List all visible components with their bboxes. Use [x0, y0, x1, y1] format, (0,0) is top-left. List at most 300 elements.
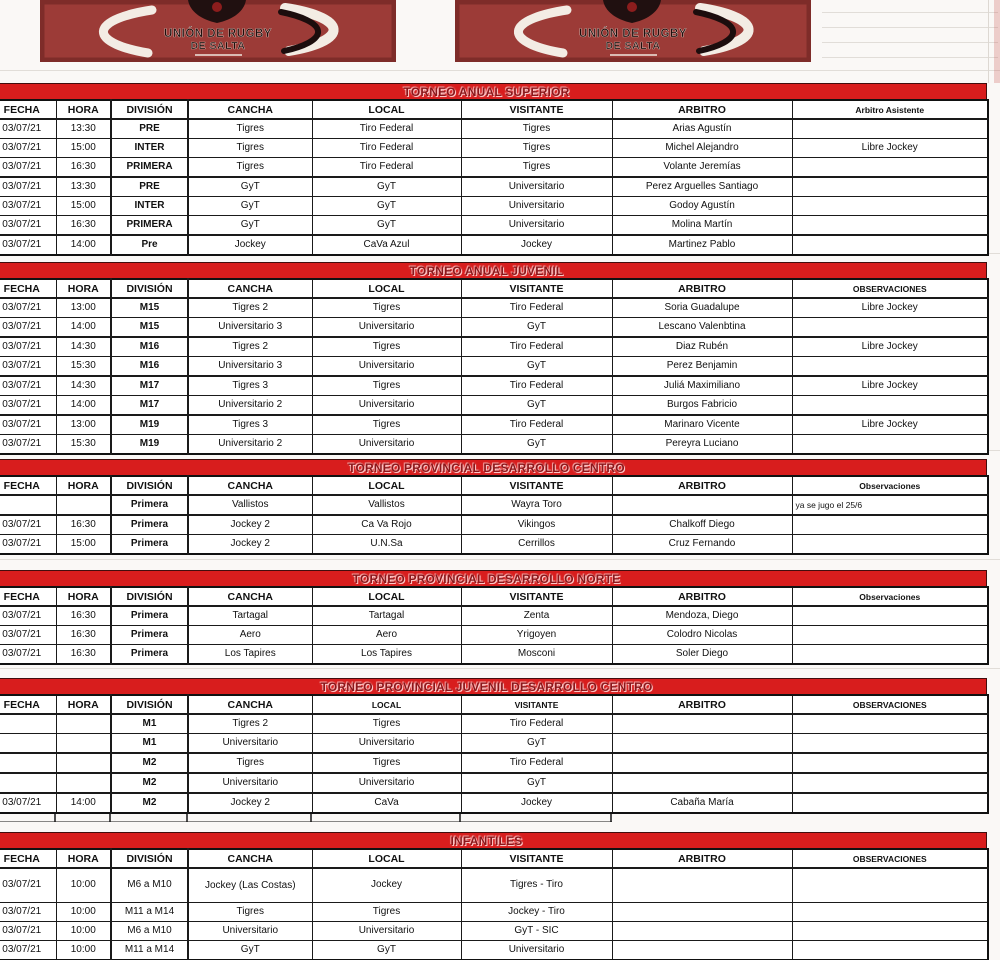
cell-observaciones: Libre Jockey [792, 337, 988, 357]
cell-hora: 15:30 [56, 435, 111, 455]
col-header-arbitro: ARBITRO [612, 587, 792, 606]
cell-cancha: Tartagal [188, 606, 312, 626]
cell-fecha: 03/07/21 [0, 606, 56, 626]
cell-fecha: 03/07/21 [0, 415, 56, 435]
cell-observaciones: Libre Jockey [792, 415, 988, 435]
cell-division: M2 [111, 773, 188, 793]
match-row [0, 139, 988, 158]
cell-division: M15 [111, 298, 188, 318]
match-row [0, 197, 988, 216]
col-header-local: LOCAL [312, 279, 461, 298]
cell-fecha: 03/07/21 [0, 216, 56, 236]
cell-visitante: GyT [461, 357, 612, 377]
cell-cancha: Jockey [188, 235, 312, 255]
col-header-visitante: VISITANTE [461, 100, 612, 119]
cell-hora: 10:00 [56, 868, 111, 902]
cell-visitante: Jockey - Tiro [461, 902, 612, 921]
empty-row-border [310, 813, 312, 822]
cell-hora: 15:00 [56, 535, 111, 555]
cell-local: Universitario [312, 396, 461, 416]
cell-arbitro [612, 868, 792, 902]
cell-fecha [0, 753, 56, 773]
cell-division: PRE [111, 177, 188, 197]
cell-observaciones [792, 940, 988, 960]
cell-observaciones [792, 435, 988, 455]
cell-observaciones [792, 753, 988, 773]
empty-row-border [459, 813, 461, 822]
col-header-visitante: VISITANTE [461, 849, 612, 868]
cell-hora: 13:30 [56, 177, 111, 197]
col-header-observaciones: Observaciones [792, 476, 988, 495]
cell-cancha: Vallistos [188, 495, 312, 515]
cell-cancha: Tigres 2 [188, 337, 312, 357]
col-header-arbitro: ARBITRO [612, 279, 792, 298]
urs-logo [455, 0, 811, 62]
cell-local: Tigres [312, 337, 461, 357]
cell-cancha: Jockey 2 [188, 535, 312, 555]
cell-observaciones [792, 318, 988, 338]
cell-cancha: Universitario [188, 734, 312, 754]
cell-hora [56, 495, 111, 515]
cell-visitante: GyT [461, 318, 612, 338]
cell-local: Tigres [312, 714, 461, 734]
cell-hora: 16:30 [56, 626, 111, 645]
cell-fecha: 03/07/21 [0, 626, 56, 645]
cell-local: Tigres [312, 298, 461, 318]
match-row [0, 714, 988, 734]
gridline [988, 0, 989, 83]
cell-fecha: 03/07/21 [0, 235, 56, 255]
cell-arbitro [612, 940, 792, 960]
col-header-hora: HORA [56, 695, 111, 714]
col-header-local: LOCAL [312, 476, 461, 495]
cell-hora: 10:00 [56, 902, 111, 921]
cell-local: Jockey [312, 868, 461, 902]
cell-fecha [0, 714, 56, 734]
cell-visitante: Cerrillos [461, 535, 612, 555]
col-header-fecha: FECHA [0, 587, 56, 606]
cell-visitante: Tiro Federal [461, 714, 612, 734]
cell-hora: 16:30 [56, 606, 111, 626]
match-row [0, 396, 988, 416]
cell-fecha: 03/07/21 [0, 396, 56, 416]
tournament-table [0, 570, 987, 665]
col-header-local: LOCAL [312, 849, 461, 868]
cell-arbitro: Marinaro Vicente [612, 415, 792, 435]
cell-hora: 13:00 [56, 298, 111, 318]
cell-visitante: GyT [461, 734, 612, 754]
cell-hora: 14:00 [56, 793, 111, 813]
cell-arbitro: Diaz Rubén [612, 337, 792, 357]
cell-fecha: 03/07/21 [0, 515, 56, 535]
cell-arbitro [612, 714, 792, 734]
cell-cancha: GyT [188, 940, 312, 960]
cell-division: M6 a M10 [111, 868, 188, 902]
cell-cancha: GyT [188, 197, 312, 216]
cell-local: Universitario [312, 773, 461, 793]
col-header-hora: HORA [56, 100, 111, 119]
cell-observaciones [792, 645, 988, 665]
cell-observaciones [792, 357, 988, 377]
col-header-cancha: CANCHA [188, 587, 312, 606]
cell-fecha: 03/07/21 [0, 940, 56, 960]
cell-local: Tigres [312, 376, 461, 396]
cell-visitante: Jockey [461, 793, 612, 813]
match-row [0, 645, 988, 665]
cell-cancha: GyT [188, 177, 312, 197]
logo-text-line2: DE SALTA [605, 40, 661, 52]
cell-observaciones [792, 158, 988, 178]
cell-visitante: Tigres [461, 119, 612, 139]
logo-text-line1: UNIÓN DE RUGBY [164, 28, 272, 40]
cell-cancha: Universitario 3 [188, 357, 312, 377]
cell-arbitro: Molina Martín [612, 216, 792, 236]
col-header-observaciones: OBSERVACIONES [792, 695, 988, 714]
cell-local: Universitario [312, 318, 461, 338]
match-row [0, 734, 988, 754]
cell-cancha: Universitario [188, 773, 312, 793]
cell-division: M11 a M14 [111, 940, 188, 960]
cell-fecha: 03/07/21 [0, 298, 56, 318]
cell-visitante: Yrigoyen [461, 626, 612, 645]
empty-row-border [186, 813, 188, 822]
col-header-hora: HORA [56, 587, 111, 606]
cell-observaciones: Libre Jockey [792, 298, 988, 318]
match-row [0, 515, 988, 535]
logo-text-line2: DE SALTA [190, 40, 246, 52]
cell-local: Tiro Federal [312, 158, 461, 178]
cell-observaciones [792, 773, 988, 793]
cell-arbitro [612, 773, 792, 793]
cell-cancha: Tigres 3 [188, 415, 312, 435]
cell-visitante: Tiro Federal [461, 415, 612, 435]
match-row [0, 119, 988, 139]
cell-hora: 13:30 [56, 119, 111, 139]
cell-division: M15 [111, 318, 188, 338]
col-header-cancha: CANCHA [188, 279, 312, 298]
cell-cancha: Jockey 2 [188, 793, 312, 813]
cell-local: Vallistos [312, 495, 461, 515]
match-row [0, 435, 988, 455]
cell-fecha [0, 734, 56, 754]
col-header-visitante: VISITANTE [461, 476, 612, 495]
match-row [0, 606, 988, 626]
match-row [0, 753, 988, 773]
cell-arbitro: Cruz Fernando [612, 535, 792, 555]
cell-observaciones [792, 396, 988, 416]
cell-local: U.N.Sa [312, 535, 461, 555]
cell-arbitro [612, 734, 792, 754]
cell-arbitro: Arias Agustín [612, 119, 792, 139]
cell-cancha: Tigres 3 [188, 376, 312, 396]
empty-row-border [610, 813, 612, 822]
cell-visitante: Tiro Federal [461, 376, 612, 396]
tournament-title: TORNEO PROVINCIAL JUVENIL DESARROLLO CENTRO [320, 679, 653, 694]
cell-local: Tigres [312, 902, 461, 921]
cell-hora [56, 734, 111, 754]
cell-arbitro: Chalkoff Diego [612, 515, 792, 535]
cell-arbitro: Juliá Maximiliano [612, 376, 792, 396]
cell-fecha: 03/07/21 [0, 357, 56, 377]
cell-division: M17 [111, 396, 188, 416]
cell-visitante: Zenta [461, 606, 612, 626]
cell-fecha: 03/07/21 [0, 337, 56, 357]
cell-visitante: Tigres [461, 158, 612, 178]
cell-division: PRIMERA [111, 216, 188, 236]
match-row [0, 902, 988, 921]
cell-arbitro: Burgos Fabricio [612, 396, 792, 416]
cell-local: Tiro Federal [312, 119, 461, 139]
cell-observaciones [792, 216, 988, 236]
cell-division: M17 [111, 376, 188, 396]
cell-fecha: 03/07/21 [0, 197, 56, 216]
cell-local: GyT [312, 216, 461, 236]
match-row [0, 793, 988, 813]
col-header-hora: HORA [56, 279, 111, 298]
cell-cancha: Aero [188, 626, 312, 645]
col-header-observaciones: Observaciones [792, 587, 988, 606]
match-row [0, 235, 988, 255]
cell-arbitro: Martinez Pablo [612, 235, 792, 255]
cell-hora: 16:30 [56, 645, 111, 665]
tournament-table [0, 832, 987, 960]
cell-observaciones [792, 535, 988, 555]
cell-division: M19 [111, 415, 188, 435]
cell-observaciones: Libre Jockey [792, 139, 988, 158]
col-header-division: DIVISIÓN [111, 279, 188, 298]
col-header-fecha: FECHA [0, 476, 56, 495]
cell-arbitro: Michel Alejandro [612, 139, 792, 158]
cell-arbitro: Perez Benjamin [612, 357, 792, 377]
match-row [0, 535, 988, 555]
cell-local: Universitario [312, 357, 461, 377]
cell-observaciones [792, 197, 988, 216]
match-row [0, 940, 988, 960]
cell-cancha: Los Tapires [188, 645, 312, 665]
cell-division: Primera [111, 645, 188, 665]
cell-arbitro: Godoy Agustín [612, 197, 792, 216]
tournament-title: TORNEO ANUAL JUVENIL [409, 263, 564, 278]
cell-hora: 10:00 [56, 921, 111, 940]
cell-arbitro: Soler Diego [612, 645, 792, 665]
gridline [822, 27, 998, 28]
cell-cancha: Tigres [188, 902, 312, 921]
cell-division: INTER [111, 139, 188, 158]
cell-fecha: 03/07/21 [0, 902, 56, 921]
col-header-observaciones: OBSERVACIONES [792, 279, 988, 298]
match-row [0, 868, 988, 902]
tournament-title: TORNEO PROVINCIAL DESARROLLO NORTE [352, 571, 621, 586]
cell-hora: 14:30 [56, 337, 111, 357]
cell-visitante: Tiro Federal [461, 753, 612, 773]
cell-hora [56, 773, 111, 793]
cell-observaciones [792, 177, 988, 197]
cell-division: M1 [111, 734, 188, 754]
cell-visitante: Mosconi [461, 645, 612, 665]
cell-fecha: 03/07/21 [0, 793, 56, 813]
col-header-local: LOCAL [312, 100, 461, 119]
cell-fecha: 03/07/21 [0, 177, 56, 197]
cell-hora: 14:00 [56, 235, 111, 255]
col-header-division: DIVISIÓN [111, 476, 188, 495]
cell-fecha: 03/07/21 [0, 645, 56, 665]
gridline [822, 12, 998, 13]
match-row [0, 921, 988, 940]
cell-division: M6 a M10 [111, 921, 188, 940]
cell-cancha: Tigres [188, 119, 312, 139]
cell-arbitro [612, 495, 792, 515]
cell-hora: 16:30 [56, 216, 111, 236]
cell-cancha: Universitario 3 [188, 318, 312, 338]
match-row [0, 415, 988, 435]
cell-observaciones [792, 868, 988, 902]
col-header-cancha: CANCHA [188, 100, 312, 119]
cell-arbitro: Soria Guadalupe [612, 298, 792, 318]
col-header-observaciones: Arbitro Asistente [792, 100, 988, 119]
cell-hora [56, 753, 111, 773]
cell-fecha: 03/07/21 [0, 318, 56, 338]
tournament-table [0, 262, 987, 455]
cell-visitante: Tigres [461, 139, 612, 158]
gridline [0, 559, 1000, 560]
cell-arbitro [612, 753, 792, 773]
cell-division: PRE [111, 119, 188, 139]
cell-arbitro: Volante Jeremías [612, 158, 792, 178]
cell-hora: 13:00 [56, 415, 111, 435]
cell-arbitro [612, 902, 792, 921]
empty-row-border [0, 821, 612, 822]
cell-observaciones [792, 626, 988, 645]
cell-division: Pre [111, 235, 188, 255]
cell-cancha: Jockey (Las Costas) [188, 868, 312, 902]
tournament-title-band [0, 83, 987, 99]
cell-visitante: Universitario [461, 940, 612, 960]
cell-cancha: Tigres [188, 139, 312, 158]
cell-visitante: GyT [461, 435, 612, 455]
cell-local: Universitario [312, 435, 461, 455]
col-header-division: DIVISIÓN [111, 695, 188, 714]
cell-local: Tigres [312, 753, 461, 773]
tournament-title-band [0, 570, 987, 586]
col-header-cancha: CANCHA [188, 476, 312, 495]
col-header-fecha: FECHA [0, 279, 56, 298]
cell-cancha: Tigres 2 [188, 298, 312, 318]
col-header-fecha: FECHA [0, 100, 56, 119]
cell-arbitro: Perez Arguelles Santiago [612, 177, 792, 197]
cell-visitante: Jockey [461, 235, 612, 255]
col-header-arbitro: ARBITRO [612, 849, 792, 868]
cell-division: Primera [111, 515, 188, 535]
tournament-table [0, 459, 987, 555]
cell-division: M2 [111, 793, 188, 813]
cell-division: PRIMERA [111, 158, 188, 178]
cell-fecha: 03/07/21 [0, 139, 56, 158]
cell-division: M16 [111, 357, 188, 377]
cell-fecha: 03/07/21 [0, 158, 56, 178]
col-header-cancha: CANCHA [188, 695, 312, 714]
cell-local: Universitario [312, 921, 461, 940]
match-row [0, 177, 988, 197]
match-row [0, 376, 988, 396]
cell-arbitro: Colodro Nicolas [612, 626, 792, 645]
cell-division: Primera [111, 626, 188, 645]
gridline [0, 70, 1000, 71]
match-row [0, 357, 988, 377]
cell-local: Tiro Federal [312, 139, 461, 158]
empty-row-border [54, 813, 56, 822]
cell-division: M11 a M14 [111, 902, 188, 921]
cell-visitante: Tigres - Tiro [461, 868, 612, 902]
match-row [0, 337, 988, 357]
cell-division: M2 [111, 753, 188, 773]
tournament-title: INFANTILES [450, 833, 523, 848]
col-header-division: DIVISIÓN [111, 587, 188, 606]
cell-observaciones: ya se jugo el 25/6 [792, 495, 988, 515]
cell-local: Universitario [312, 734, 461, 754]
page-edge-tint [994, 0, 1000, 83]
cell-division: M1 [111, 714, 188, 734]
cell-cancha: Universitario [188, 921, 312, 940]
urs-logo-banner [455, 0, 811, 62]
cell-observaciones [792, 902, 988, 921]
cell-cancha: Universitario 2 [188, 435, 312, 455]
col-header-observaciones: OBSERVACIONES [792, 849, 988, 868]
cell-arbitro [612, 921, 792, 940]
urs-logo [40, 0, 396, 62]
cell-cancha: GyT [188, 216, 312, 236]
cell-hora: 10:00 [56, 940, 111, 960]
cell-hora: 15:00 [56, 139, 111, 158]
cell-arbitro: Lescano Valenbtina [612, 318, 792, 338]
cell-visitante: Tiro Federal [461, 337, 612, 357]
gridline [0, 668, 1000, 669]
col-header-cancha: CANCHA [188, 849, 312, 868]
urs-logo-banner [40, 0, 396, 62]
match-row [0, 298, 988, 318]
cell-cancha: Tigres [188, 753, 312, 773]
cell-arbitro: Cabaña María [612, 793, 792, 813]
col-header-fecha: FECHA [0, 849, 56, 868]
cell-observaciones [792, 734, 988, 754]
cell-visitante: Universitario [461, 177, 612, 197]
cell-cancha: Tigres [188, 158, 312, 178]
cell-fecha: 03/07/21 [0, 376, 56, 396]
col-header-division: DIVISIÓN [111, 849, 188, 868]
cell-visitante: GyT [461, 773, 612, 793]
cell-local: GyT [312, 197, 461, 216]
cell-fecha [0, 495, 56, 515]
cell-fecha [0, 773, 56, 793]
cell-division: Primera [111, 535, 188, 555]
gridline [822, 42, 998, 43]
cell-fecha: 03/07/21 [0, 119, 56, 139]
cell-division: M19 [111, 435, 188, 455]
cell-cancha: Universitario 2 [188, 396, 312, 416]
cell-visitante: GyT - SIC [461, 921, 612, 940]
col-header-division: DIVISIÓN [111, 100, 188, 119]
cell-arbitro: Pereyra Luciano [612, 435, 792, 455]
cell-fecha: 03/07/21 [0, 921, 56, 940]
tournament-table [0, 678, 987, 814]
col-header-visitante: VISITANTE [461, 695, 612, 714]
cell-local: GyT [312, 940, 461, 960]
cell-hora [56, 714, 111, 734]
cell-local: Aero [312, 626, 461, 645]
cell-cancha: Jockey 2 [188, 515, 312, 535]
cell-division: M16 [111, 337, 188, 357]
cell-local: Los Tapires [312, 645, 461, 665]
col-header-local: LOCAL [312, 695, 461, 714]
